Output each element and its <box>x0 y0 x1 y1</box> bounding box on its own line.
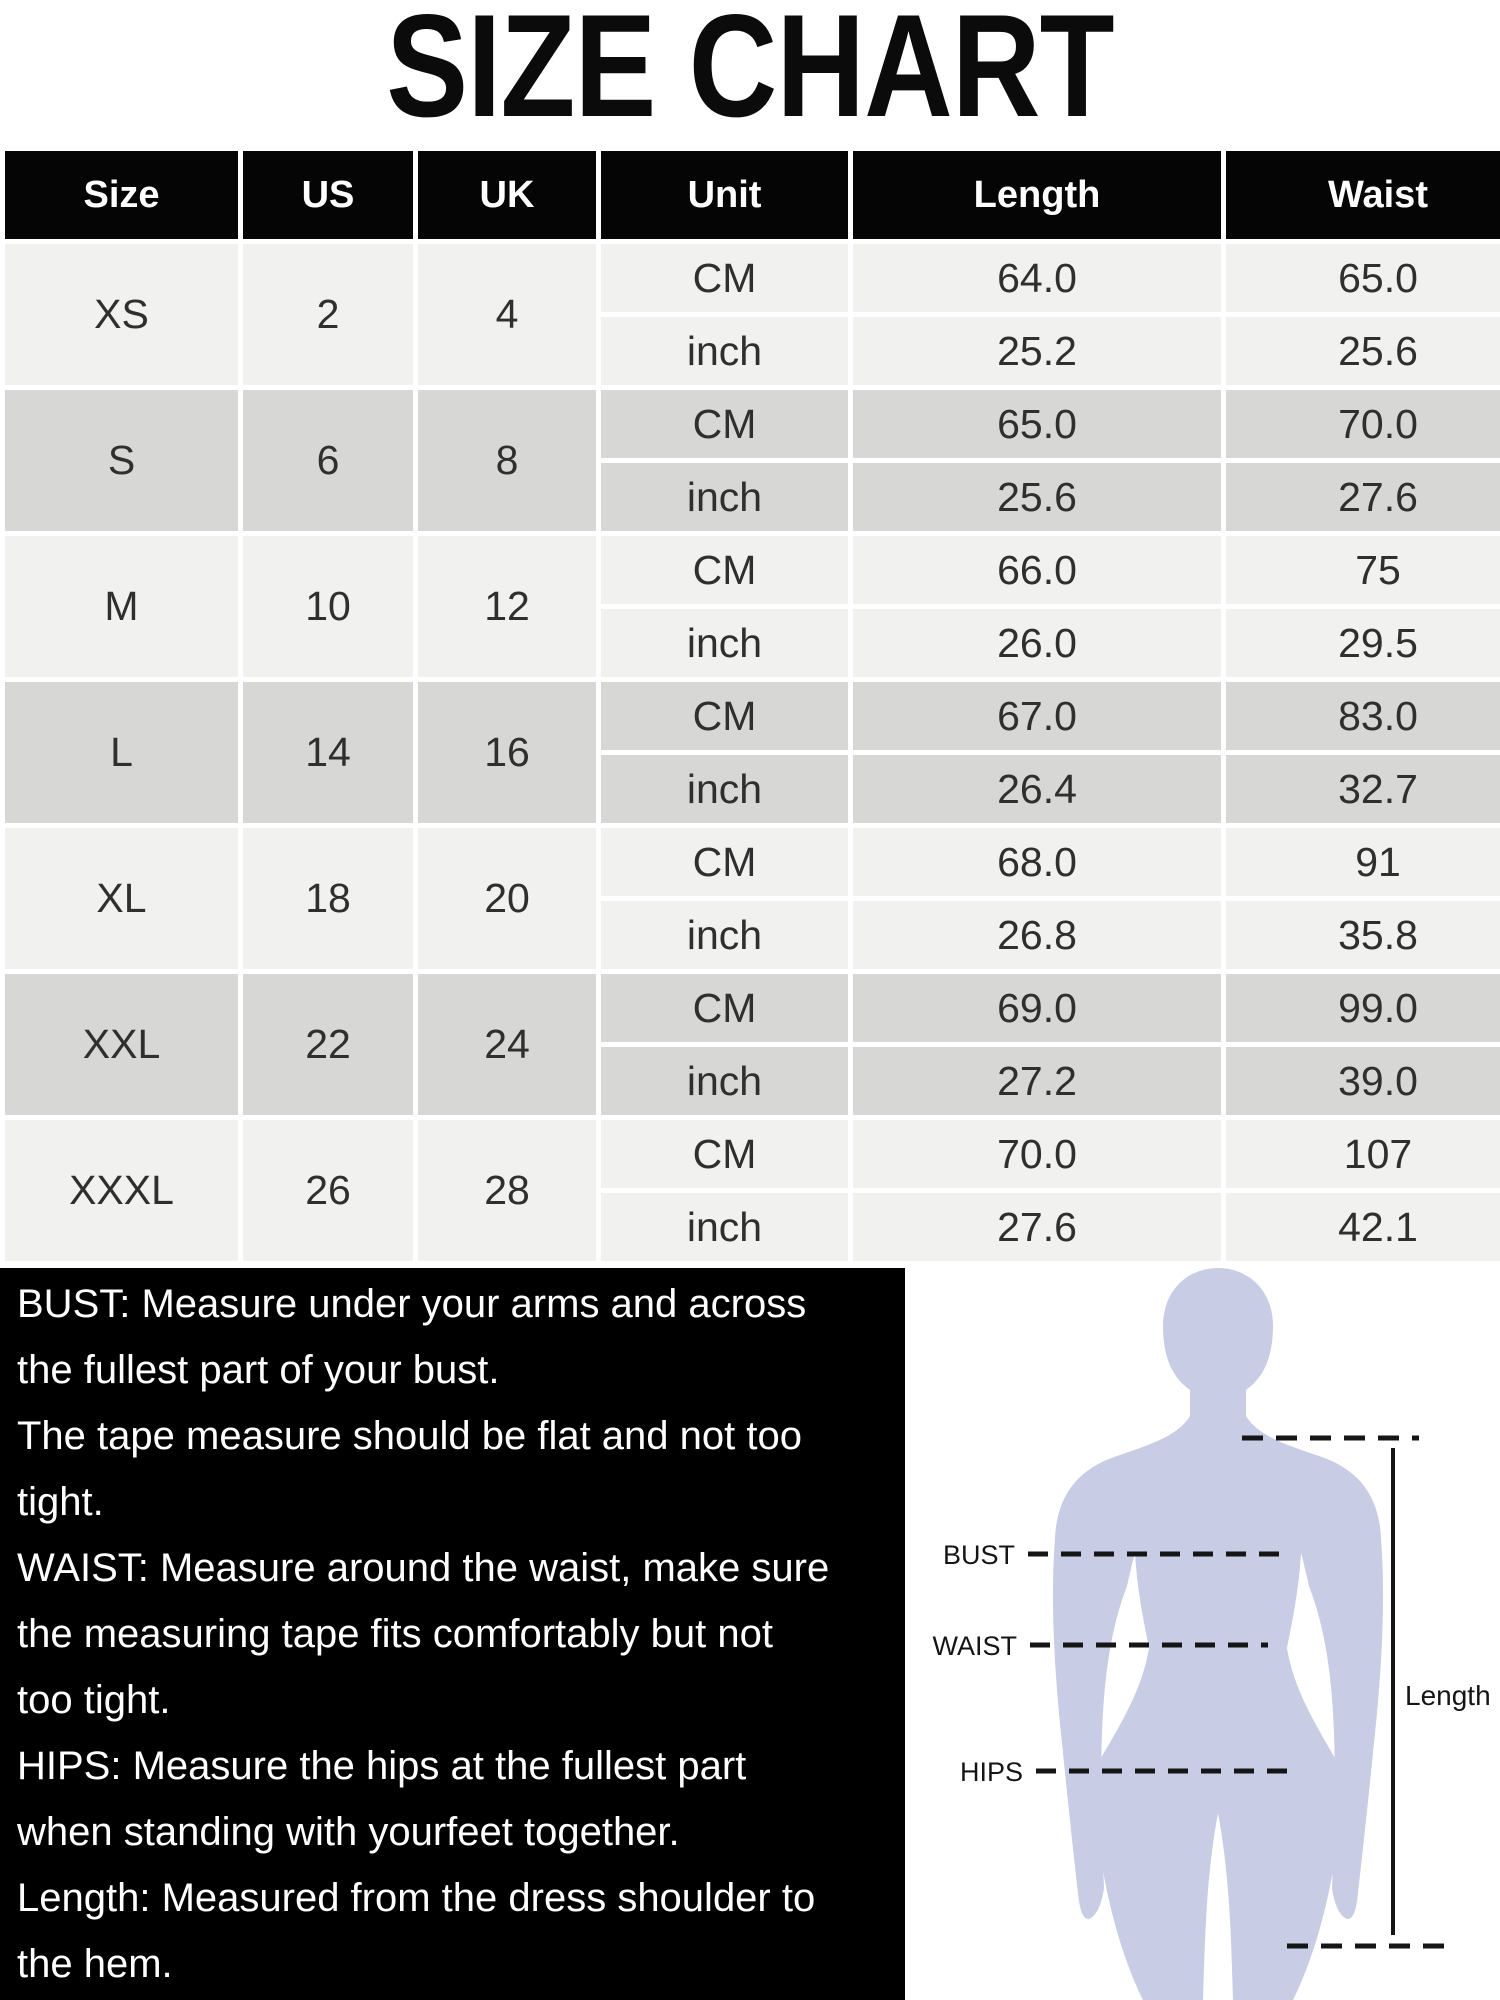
length-inch-cell: 26.4 <box>853 755 1221 823</box>
waist-inch-cell: 25.6 <box>1226 317 1500 385</box>
length-inch-cell: 26.8 <box>853 901 1221 969</box>
unit-inch-cell: inch <box>601 1193 848 1261</box>
measurement-instructions <box>0 1268 905 2000</box>
instruction-line: the fullest part of your bust. <box>17 1348 500 1392</box>
us-cell: 26 <box>243 1120 413 1261</box>
waist-inch-cell: 39.0 <box>1226 1047 1500 1115</box>
figure-panel <box>905 1268 1500 2000</box>
instruction-line: WAIST: Measure around the waist, make sure <box>17 1546 830 1590</box>
length-inch-cell: 25.6 <box>853 463 1221 531</box>
size-row-xl-cm <box>5 828 1500 896</box>
uk-cell: 28 <box>418 1120 596 1261</box>
uk-cell: 12 <box>418 536 596 677</box>
size-cell: XL <box>5 828 238 969</box>
instruction-line: Length: Measured from the dress shoulder to <box>17 1876 816 1920</box>
waist-cm-cell: 70.0 <box>1226 390 1500 458</box>
uk-cell: 8 <box>418 390 596 531</box>
waist-cm-cell: 83.0 <box>1226 682 1500 750</box>
uk-cell: 20 <box>418 828 596 969</box>
body-measurement-diagram <box>905 1268 1500 2000</box>
unit-inch-cell: inch <box>601 755 848 823</box>
length-inch-cell: 27.2 <box>853 1047 1221 1115</box>
size-row-l-cm <box>5 682 1500 750</box>
unit-cm-cell: CM <box>601 974 848 1042</box>
instruction-line: BUST: Measure under your arms and across <box>17 1282 807 1326</box>
instruction-line: The tape measure should be flat and not too <box>17 1414 802 1458</box>
instruction-line: HIPS: Measure the hips at the fullest part <box>17 1744 747 1788</box>
header-us: US <box>243 151 413 239</box>
unit-cm-cell: CM <box>601 390 848 458</box>
unit-inch-cell: inch <box>601 1047 848 1115</box>
unit-inch-cell: inch <box>601 317 848 385</box>
header-size: Size <box>5 151 238 239</box>
length-inch-cell: 27.6 <box>853 1193 1221 1261</box>
length-inch-cell: 25.2 <box>853 317 1221 385</box>
size-row-s-cm <box>5 390 1500 458</box>
waist-inch-cell: 32.7 <box>1226 755 1500 823</box>
female-body-silhouette <box>1053 1268 1383 2000</box>
header-unit: Unit <box>601 151 848 239</box>
bust-label: BUST <box>942 1540 1015 1570</box>
us-cell: 2 <box>243 244 413 385</box>
waist-cm-cell: 65.0 <box>1226 244 1500 312</box>
unit-cm-cell: CM <box>601 244 848 312</box>
body-torso-shape <box>1087 1268 1349 2000</box>
size-cell: S <box>5 390 238 531</box>
waist-inch-cell: 42.1 <box>1226 1193 1500 1261</box>
unit-cm-cell: CM <box>601 536 848 604</box>
waist-cm-cell: 75 <box>1226 536 1500 604</box>
instruction-line: the measuring tape fits comfortably but not <box>17 1612 773 1656</box>
size-row-xxxl-cm <box>5 1120 1500 1188</box>
header-length: Length <box>853 151 1221 239</box>
instruction-line: when standing with yourfeet together. <box>17 1810 680 1854</box>
unit-cm-cell: CM <box>601 828 848 896</box>
size-cell: L <box>5 682 238 823</box>
header-waist: Waist <box>1226 151 1500 239</box>
waist-label: WAIST <box>932 1631 1017 1661</box>
waist-cm-cell: 91 <box>1226 828 1500 896</box>
length-cm-cell: 67.0 <box>853 682 1221 750</box>
us-cell: 14 <box>243 682 413 823</box>
us-cell: 10 <box>243 536 413 677</box>
instruction-line: the hem. <box>17 1942 173 1986</box>
size-cell: XS <box>5 244 238 385</box>
size-cell: XXL <box>5 974 238 1115</box>
length-inch-cell: 26.0 <box>853 609 1221 677</box>
us-cell: 6 <box>243 390 413 531</box>
length-cm-cell: 65.0 <box>853 390 1221 458</box>
waist-inch-cell: 29.5 <box>1226 609 1500 677</box>
size-cell: XXXL <box>5 1120 238 1261</box>
header-uk: UK <box>418 151 596 239</box>
size-row-xxl-cm <box>5 974 1500 1042</box>
unit-cm-cell: CM <box>601 682 848 750</box>
page-title: SIZE CHART <box>386 0 1114 147</box>
bottom-section <box>0 1268 1500 2000</box>
us-cell: 18 <box>243 828 413 969</box>
instruction-line: tight. <box>17 1480 104 1524</box>
size-row-m-cm <box>5 536 1500 604</box>
unit-cm-cell: CM <box>601 1120 848 1188</box>
size-table <box>0 146 1500 1266</box>
unit-inch-cell: inch <box>601 609 848 677</box>
uk-cell: 24 <box>418 974 596 1115</box>
table-header-row <box>5 151 1500 239</box>
waist-inch-cell: 27.6 <box>1226 463 1500 531</box>
length-cm-cell: 69.0 <box>853 974 1221 1042</box>
unit-inch-cell: inch <box>601 463 848 531</box>
us-cell: 22 <box>243 974 413 1115</box>
uk-cell: 4 <box>418 244 596 385</box>
instruction-line: too tight. <box>17 1678 171 1722</box>
length-label: Length <box>1405 1680 1491 1711</box>
waist-inch-cell: 35.8 <box>1226 901 1500 969</box>
uk-cell: 16 <box>418 682 596 823</box>
size-cell: M <box>5 536 238 677</box>
length-cm-cell: 68.0 <box>853 828 1221 896</box>
size-row-xs-cm <box>5 244 1500 312</box>
length-cm-cell: 64.0 <box>853 244 1221 312</box>
length-cm-cell: 70.0 <box>853 1120 1221 1188</box>
waist-cm-cell: 99.0 <box>1226 974 1500 1042</box>
hips-label: HIPS <box>959 1757 1023 1787</box>
unit-inch-cell: inch <box>601 901 848 969</box>
waist-cm-cell: 107 <box>1226 1120 1500 1188</box>
length-cm-cell: 66.0 <box>853 536 1221 604</box>
